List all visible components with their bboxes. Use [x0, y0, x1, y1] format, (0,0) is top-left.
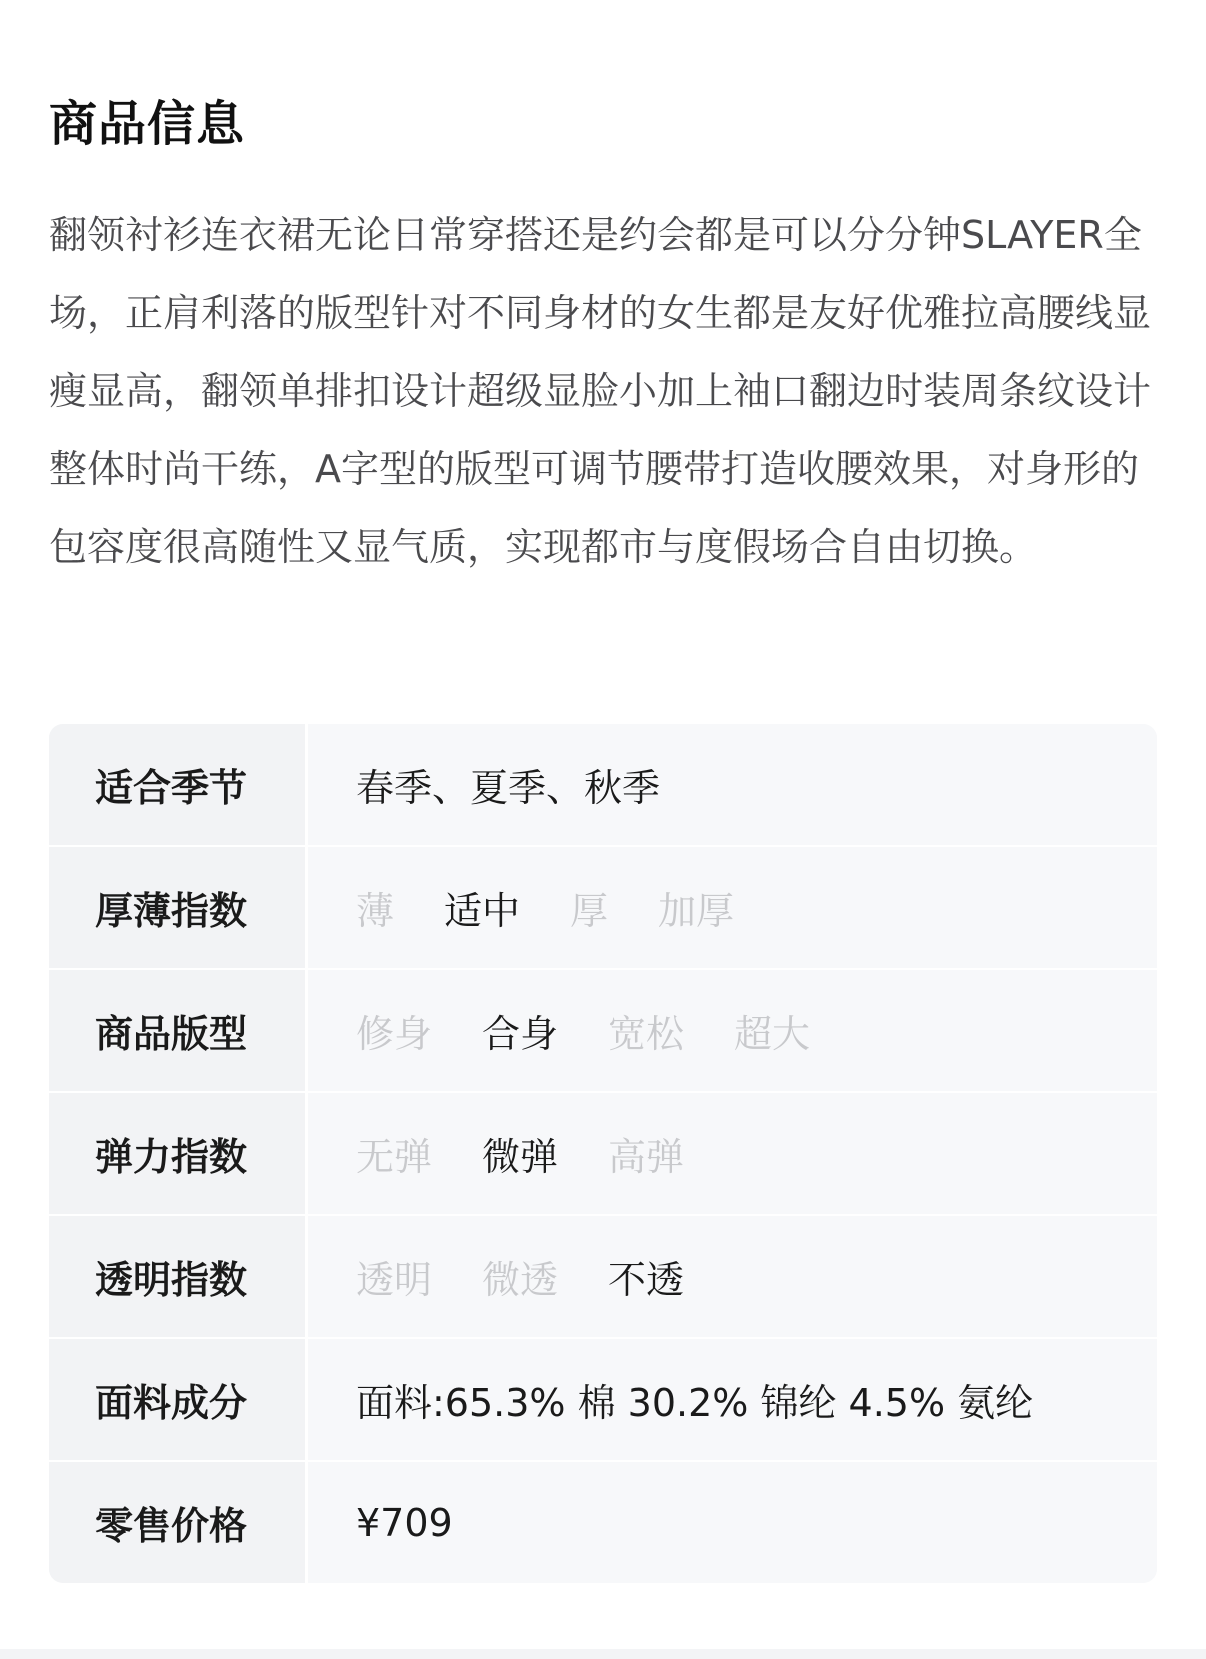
spec-label: 透明指数: [49, 1216, 308, 1337]
spec-option: 无弹: [356, 1135, 433, 1179]
spec-row-season: [49, 724, 1157, 845]
spec-label: 商品版型: [49, 970, 308, 1091]
spec-value: 面料:65.3% 棉 30.2% 锦纶 4.5% 氨纶: [308, 1339, 1157, 1460]
product-description: 翻领衬衫连衣裙无论日常穿搭还是约会都是可以分分钟SLAYER全场，正肩利落的版型针对不同身材的女生都是友好优雅拉高腰线显瘦显高，翻领单排扣设计超级显脸小加上袖口翻边时装周条纹设计整体时尚干练，A字型的版型可调节腰带打造收腰效果，对身形的包容度很高随性又显气质，实现都市与度假场合自由切换。: [49, 213, 1152, 569]
bottom-divider: [0, 1649, 1206, 1659]
spec-options: [308, 1216, 1157, 1337]
spec-row-thickness: [49, 845, 1157, 968]
spec-row-fit: [49, 968, 1157, 1091]
spec-option-selected: 不透: [608, 1258, 685, 1302]
spec-option: 宽松: [608, 1012, 685, 1056]
spec-row-fabric: [49, 1337, 1157, 1460]
spec-option-selected: 合身: [482, 1012, 559, 1056]
section-title: 商品信息: [49, 96, 246, 152]
spec-options: [308, 847, 1157, 968]
spec-option-selected: 微弹: [482, 1135, 559, 1179]
spec-row-elasticity: [49, 1091, 1157, 1214]
spec-option: 修身: [356, 1012, 433, 1056]
spec-options: [308, 1093, 1157, 1214]
spec-option: 薄: [356, 889, 395, 933]
spec-label: 面料成分: [49, 1339, 308, 1460]
spec-option: 加厚: [658, 889, 735, 933]
spec-option-selected: 适中: [444, 889, 521, 933]
spec-row-transparency: [49, 1214, 1157, 1337]
spec-table: [49, 724, 1157, 1583]
spec-option: 透明: [356, 1258, 433, 1302]
spec-label: 适合季节: [49, 724, 308, 845]
spec-label: 零售价格: [49, 1462, 308, 1583]
spec-value: 春季、夏季、秋季: [308, 724, 1157, 845]
spec-options: [308, 970, 1157, 1091]
spec-label: 弹力指数: [49, 1093, 308, 1214]
price-value: ¥709: [308, 1462, 1157, 1583]
spec-label: 厚薄指数: [49, 847, 308, 968]
spec-option: 超大: [734, 1012, 811, 1056]
spec-option: 高弹: [608, 1135, 685, 1179]
spec-row-price: [49, 1460, 1157, 1583]
spec-option: 厚: [570, 889, 609, 933]
spec-option: 微透: [482, 1258, 559, 1302]
